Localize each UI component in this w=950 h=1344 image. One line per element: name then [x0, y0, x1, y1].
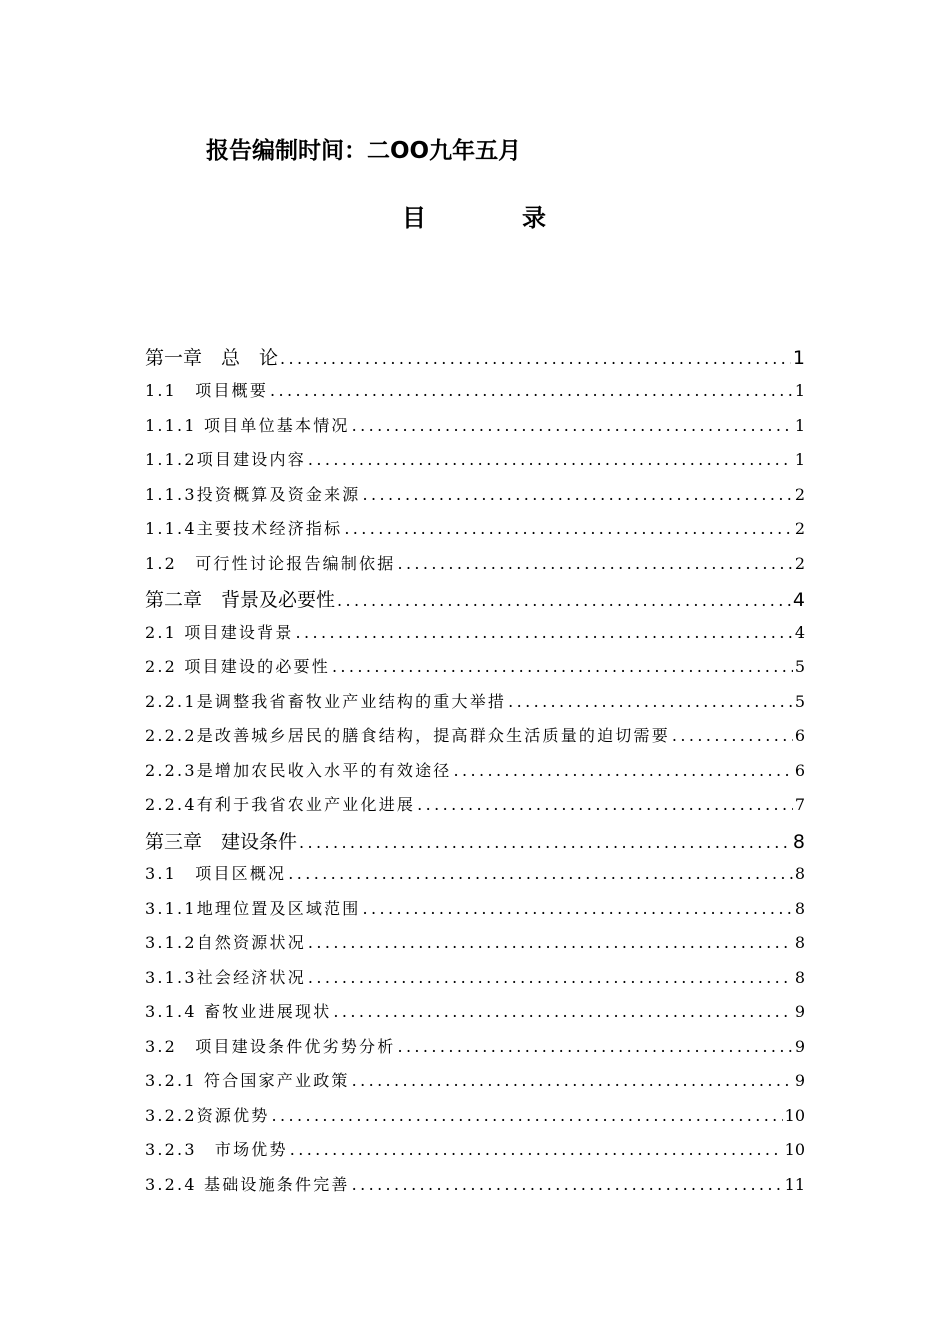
toc-entry-page: 10 — [784, 1140, 805, 1159]
toc-entry-page: 8 — [794, 933, 805, 952]
toc-entry[interactable] — [145, 896, 805, 930]
toc-entry-label: 1.1.1 项目单位基本情况 — [145, 416, 350, 435]
toc-entry-page: 8 — [794, 968, 805, 987]
toc-entry[interactable] — [145, 689, 805, 723]
toc-entry-label: 1.1.4主要技术经济指标 — [145, 519, 343, 538]
toc-entry[interactable] — [145, 1137, 805, 1171]
dot-leader — [352, 416, 793, 435]
toc-entry[interactable] — [145, 827, 805, 861]
toc-entry-page: 5 — [794, 692, 805, 711]
toc-entry-label: 3.1 项目区概况 — [145, 864, 287, 883]
toc-entry-page: 1 — [794, 416, 805, 435]
toc-entry[interactable] — [145, 378, 805, 412]
toc-entry-label: 3.1.3社会经济状况 — [145, 968, 306, 987]
toc-entry-label: 第三章 建设条件 — [145, 831, 298, 853]
toc-entry-page: 1 — [794, 450, 805, 469]
toc-entry[interactable] — [145, 551, 805, 585]
dot-leader — [272, 1106, 783, 1125]
toc-entry[interactable] — [145, 930, 805, 964]
toc-entry-page: 8 — [794, 864, 805, 883]
dot-leader — [332, 657, 793, 676]
toc-entry-label: 2.2.4有利于我省农业产业化进展 — [145, 795, 416, 814]
toc-entry-label: 2.2.1是调整我省畜牧业产业结构的重大举措 — [145, 692, 507, 711]
toc-entry-page: 8 — [794, 899, 805, 918]
toc-entry[interactable] — [145, 758, 805, 792]
toc-entry[interactable] — [145, 413, 805, 447]
dot-leader — [352, 1175, 783, 1194]
toc-entry-page: 7 — [794, 795, 805, 814]
dot-leader — [363, 899, 793, 918]
dot-leader — [308, 968, 793, 987]
toc-entry-page: 9 — [794, 1037, 805, 1056]
dot-leader — [344, 519, 793, 538]
toc-entry-label: 2.2.3是增加农民收入水平的有效途径 — [145, 761, 452, 780]
toc-entry-label: 第一章 总 论 — [145, 347, 279, 369]
dot-leader — [397, 554, 792, 573]
dot-leader — [296, 623, 793, 642]
toc-entry-page: 2 — [794, 554, 805, 573]
toc-entry-page: 2 — [794, 485, 805, 504]
toc-title-char-2: 录 — [522, 204, 546, 232]
toc-entry-label: 3.2.3 市场优势 — [145, 1140, 288, 1159]
dot-leader — [363, 485, 793, 504]
dot-leader — [397, 1037, 792, 1056]
toc-entry[interactable] — [145, 861, 805, 895]
dot-leader — [337, 591, 791, 610]
dot-leader — [417, 795, 793, 814]
toc-entry-page: 6 — [794, 726, 805, 745]
toc-entry-label: 3.2.1 符合国家产业政策 — [145, 1071, 350, 1090]
toc-entry[interactable] — [145, 620, 805, 654]
toc-entry[interactable] — [145, 585, 805, 619]
dot-leader — [270, 381, 793, 400]
toc-entry-page: 5 — [794, 657, 805, 676]
dot-leader — [308, 933, 793, 952]
toc-entry-label: 3.1.2自然资源状况 — [145, 933, 306, 952]
toc-entry-label: 2.2.2是改善城乡居民的膳食结构，提高群众生活质量的迫切需要 — [145, 726, 670, 745]
dot-leader — [454, 761, 793, 780]
dot-leader — [352, 1071, 793, 1090]
toc-entry-label: 1.1.2项目建设内容 — [145, 450, 306, 469]
dot-leader — [280, 349, 791, 368]
dot-leader — [288, 864, 793, 883]
toc-entry[interactable] — [145, 1034, 805, 1068]
dot-leader — [308, 450, 793, 469]
toc-entry-label: 2.1 项目建设背景 — [145, 623, 294, 642]
toc-entry-page: 1 — [792, 347, 805, 369]
dot-leader — [672, 726, 793, 745]
report-date: 报告编制时间：二OO九年五月 — [206, 138, 522, 164]
toc-entry-label: 1.1 项目概要 — [145, 381, 269, 400]
toc-entry-page: 11 — [784, 1175, 805, 1194]
toc-entry-label: 1.1.3投资概算及资金来源 — [145, 485, 361, 504]
toc-entry-page: 6 — [794, 761, 805, 780]
toc-title-char-1: 目 — [402, 204, 426, 232]
toc-entry[interactable] — [145, 999, 805, 1033]
toc-entry-label: 2.2 项目建设的必要性 — [145, 657, 330, 676]
toc-entry-page: 4 — [794, 623, 805, 642]
toc-title — [0, 198, 950, 234]
toc-entry[interactable] — [145, 447, 805, 481]
toc-entry-page: 10 — [784, 1106, 805, 1125]
toc-entry-label: 3.1.4 畜牧业进展现状 — [145, 1002, 332, 1021]
toc-entry[interactable] — [145, 723, 805, 757]
toc-entry-label: 3.2.2资源优势 — [145, 1106, 270, 1125]
dot-leader — [290, 1140, 783, 1159]
toc-entry-label: 1.2 可行性讨论报告编制依据 — [145, 554, 396, 573]
toc-entry[interactable] — [145, 516, 805, 550]
toc-entry[interactable] — [145, 792, 805, 826]
toc-entry-label: 3.1.1地理位置及区域范围 — [145, 899, 361, 918]
toc-entry-label: 第二章 背景及必要性 — [145, 589, 336, 611]
toc-entry-page: 9 — [794, 1002, 805, 1021]
toc-entry[interactable] — [145, 965, 805, 999]
toc-entry-page: 8 — [792, 831, 805, 853]
toc-entry[interactable] — [145, 1103, 805, 1137]
toc-entry[interactable] — [145, 1172, 805, 1206]
toc-entry-page: 4 — [792, 589, 805, 611]
toc-entry-page: 1 — [794, 381, 805, 400]
toc-entry-label: 3.2 项目建设条件优劣势分析 — [145, 1037, 396, 1056]
toc-entry-page: 2 — [794, 519, 805, 538]
toc-entry-label: 3.2.4 基础设施条件完善 — [145, 1175, 350, 1194]
dot-leader — [333, 1002, 792, 1021]
toc-entry[interactable] — [145, 654, 805, 688]
toc-entry[interactable] — [145, 343, 805, 377]
dot-leader — [299, 833, 791, 852]
dot-leader — [508, 692, 793, 711]
toc-entry[interactable] — [145, 482, 805, 516]
toc-entry-page: 9 — [794, 1071, 805, 1090]
toc-entry[interactable] — [145, 1068, 805, 1102]
